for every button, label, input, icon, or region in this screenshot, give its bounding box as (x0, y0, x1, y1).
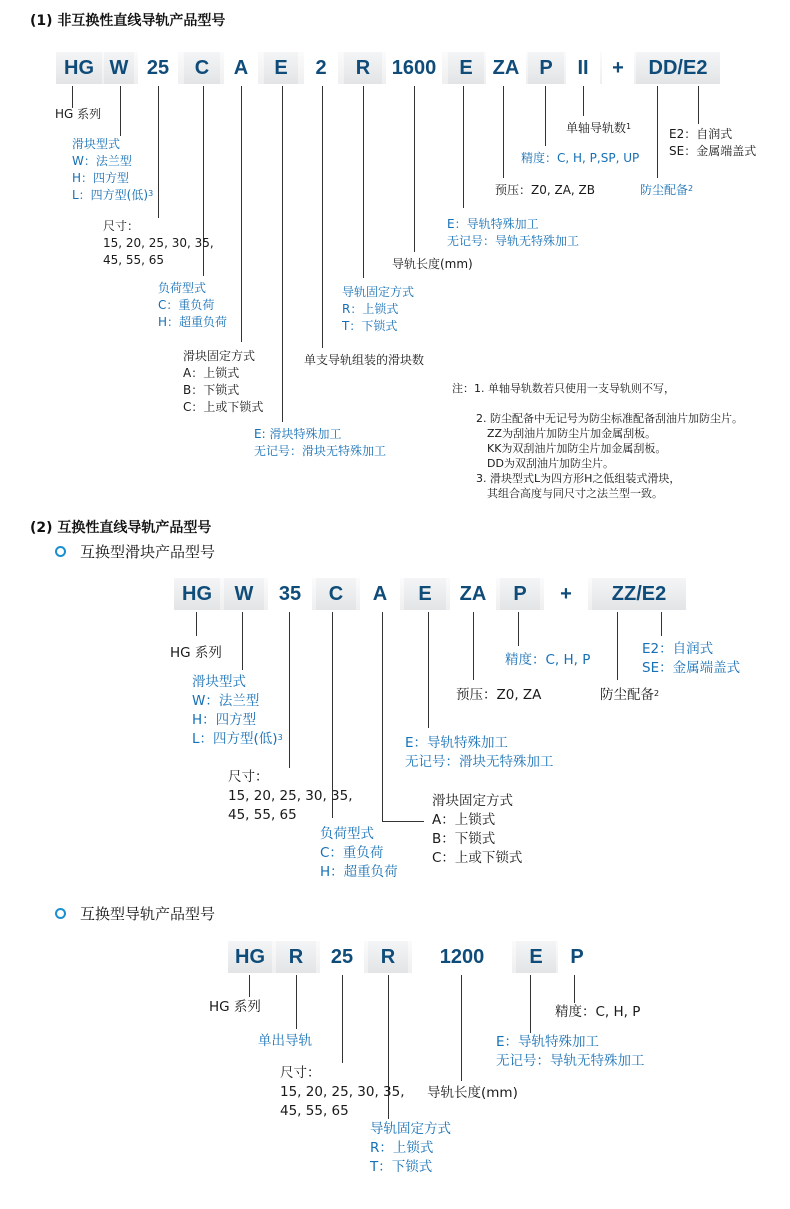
code2-special: E (404, 578, 446, 610)
s2-sub2-title: 互换型导轨产品型号 (80, 905, 216, 923)
code2-preload: ZA (450, 578, 496, 610)
code-plus: + (602, 52, 634, 84)
code-preload: ZA (486, 52, 526, 84)
code-rail-length: 1600 (386, 52, 442, 84)
s1-rail-special: E：导轨特殊加工 无记号：导轨无特殊加工 (447, 217, 580, 248)
code-mount: A (224, 52, 258, 84)
code-rail-mount: R (344, 52, 382, 84)
s1-mount: 滑块固定方式 A：上锁式 B：下锁式 C：上或下锁式 (183, 349, 264, 414)
s2-mount: 滑块固定方式 A：上锁式 B：下锁式 C：上或下锁式 (432, 793, 523, 866)
s1-seal: E2：自润式 SE：金属端盖式 (669, 127, 757, 158)
code2-mount: A (360, 578, 400, 610)
code3-rail-length: 1200 (412, 941, 512, 973)
s2-rail-special: E：导轨特殊加工 无记号：滑块无特殊加工 (405, 735, 554, 770)
code-block-type: W (104, 52, 134, 84)
s1-size: 尺寸： 15, 20, 25, 30, 35, 45, 55, 65 (103, 219, 214, 267)
s1-block-special: E: 滑块特殊加工 无记号：滑块无特殊加工 (254, 427, 387, 458)
code-precision: P (528, 52, 564, 84)
s2-preload: 预压：Z0, ZA (456, 687, 542, 703)
model-code-bar-2 (174, 578, 686, 610)
bullet-icon (55, 908, 66, 919)
s1-preload: 预压：Z0, ZA, ZB (495, 183, 595, 197)
code2-load: C (316, 578, 356, 610)
model-code-bar-3 (228, 941, 596, 973)
s2-series-label: HG 系列 (170, 645, 222, 661)
s1-block-type: 滑块型式 W：法兰型 H：四方型 L：四方型(低)$^3$ (72, 137, 154, 202)
code-size: 25 (138, 52, 178, 84)
code3-series: HG (228, 941, 272, 973)
section2-title: (2) 互换性直线导轨产品型号 (30, 520, 212, 536)
s2-dust: 防尘配备$^2$ (600, 687, 660, 703)
s3-rail-special: E：导轨特殊加工 无记号：导轨无特殊加工 (496, 1034, 645, 1069)
code2-block-type: W (224, 578, 264, 610)
code-dust-seal: DD/E2 (636, 52, 720, 84)
s2-size: 尺寸： 15, 20, 25, 30, 35, 45, 55, 65 (228, 769, 353, 823)
s3-precision: 精度：C, H, P (555, 1004, 641, 1020)
section1-title: (1) 非互换性直线导轨产品型号 (30, 13, 226, 29)
s1-series-label: HG 系列 (55, 107, 102, 121)
s1-notes: 注：1. 单轴导轨数若只使用一支导轨则不写， 2. 防尘配备中无记号为防尘标准配备刮油片加防尘片。 ZZ为刮油片加防尘片加金属刮板。 KK为双刮油片加防尘片加金属刮板。 DD为双刮油片加防尘片。 3. 滑块型式L为四方形H之低组装式滑块， 其组合高度与同尺寸之法兰型一致。 (452, 382, 743, 500)
s2-precision: 精度：C, H, P (505, 652, 591, 668)
code-rails-per-axis: II (566, 52, 600, 84)
code3-size: 25 (320, 941, 364, 973)
code2-size: 35 (268, 578, 312, 610)
s1-precision: 精度：C, H, P,SP, UP (521, 151, 640, 165)
s3-series-label: HG 系列 (209, 999, 261, 1015)
code3-rail-type: R (276, 941, 316, 973)
s2-seal: E2：自润式 SE：金属端盖式 (642, 641, 741, 676)
model-code-bar-1 (56, 52, 720, 84)
bullet-icon (55, 546, 66, 557)
s2-load: 负荷型式 C：重负荷 H：超重负荷 (320, 826, 398, 880)
s1-rail-length: 导轨长度(mm) (392, 257, 473, 271)
code2-series: HG (174, 578, 220, 610)
code2-dust-seal: ZZ/E2 (592, 578, 686, 610)
s3-rail-length: 导轨长度(mm) (427, 1085, 518, 1101)
code-blocks-per-rail: 2 (304, 52, 338, 84)
s1-load: 负荷型式 C：重负荷 H：超重负荷 (158, 281, 228, 329)
code3-precision: P (558, 941, 596, 973)
s1-rails-per-axis: 单轴导轨数$^1$ (566, 121, 632, 135)
code2-precision: P (500, 578, 540, 610)
s1-blocks-per-rail: 单支导轨组装的滑块数 (304, 353, 425, 367)
s1-dust: 防尘配备$^2$ (640, 183, 694, 197)
s2-block-type: 滑块型式 W：法兰型 H：四方型 L：四方型(低)$^3$ (192, 674, 283, 747)
code-rail-special: E (448, 52, 484, 84)
code-series: HG (56, 52, 102, 84)
code3-special: E (516, 941, 556, 973)
s2-sub1-title: 互换型滑块产品型号 (80, 543, 216, 561)
code-block-special: E (264, 52, 298, 84)
s1-rail-mount: 导轨固定方式 R：上锁式 T：下锁式 (342, 285, 415, 333)
s3-size: 尺寸： 15, 20, 25, 30, 35, 45, 55, 65 (280, 1065, 405, 1119)
code2-plus: + (544, 578, 588, 610)
s3-single-rail: 单出导轨 (258, 1033, 312, 1049)
s3-rail-mount: 导轨固定方式 R：上锁式 T：下锁式 (370, 1121, 451, 1175)
code-load: C (184, 52, 220, 84)
code3-rail-mount: R (368, 941, 408, 973)
